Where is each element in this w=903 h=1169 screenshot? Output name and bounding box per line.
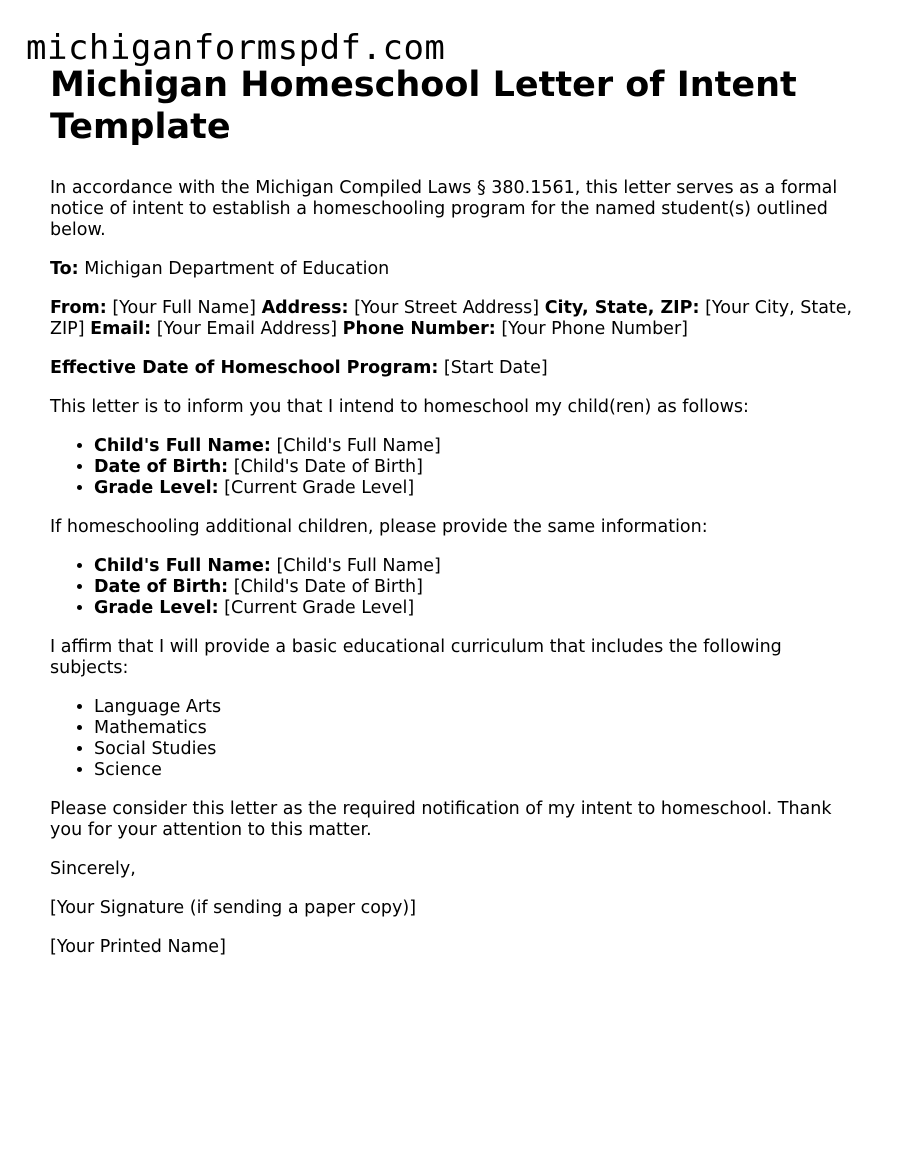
site-watermark: michiganformspdf.com [26, 28, 446, 68]
child-name-value: [Child's Full Name] [276, 556, 441, 576]
child-name-label: Child's Full Name: [94, 436, 271, 456]
effective-date-label: Effective Date of Homeschool Program: [50, 358, 439, 378]
grade-label: Grade Level: [94, 478, 219, 498]
grade-value: [Current Grade Level] [224, 478, 415, 498]
sincerely-line: Sincerely, [50, 859, 136, 879]
child-info-list [50, 436, 860, 499]
dob-label: Date of Birth: [94, 457, 229, 477]
dob-label: Date of Birth: [94, 577, 229, 597]
address-label: Address: [261, 298, 349, 318]
list-item [94, 436, 860, 457]
list-item [94, 457, 860, 478]
to-label: To: [50, 259, 79, 279]
dob-value: [Child's Date of Birth] [233, 577, 423, 597]
grade-value: [Current Grade Level] [224, 598, 415, 618]
grade-label: Grade Level: [94, 598, 219, 618]
signature-line: [Your Signature (if sending a paper copy)] [50, 898, 417, 918]
subject-item: • Science [94, 760, 860, 781]
inform-paragraph: This letter is to inform you that I intend to homeschool my child(ren) as follows: [50, 397, 749, 417]
address-value: [Your Street Address] [354, 298, 540, 318]
email-value: [Your Email Address] [156, 319, 338, 339]
additional-children-paragraph: If homeschooling additional children, please provide the same information: [50, 517, 708, 537]
child-name-label: Child's Full Name: [94, 556, 271, 576]
subject-item: • Mathematics [94, 718, 860, 739]
subject-item: • Language Arts [94, 697, 860, 718]
list-item [94, 478, 860, 499]
list-item [94, 577, 860, 598]
subject-item: • Social Studies [94, 739, 860, 760]
city-state-zip-label: City, State, ZIP: [544, 298, 700, 318]
phone-label: Phone Number: [342, 319, 496, 339]
to-line [50, 259, 860, 280]
effective-date-value: [Start Date] [443, 358, 548, 378]
dob-value: [Child's Date of Birth] [233, 457, 423, 477]
list-item [94, 556, 860, 577]
printed-name-line: [Your Printed Name] [50, 937, 226, 957]
page-title: Michigan Homeschool Letter of Intent Template [50, 65, 797, 147]
from-label: From: [50, 298, 107, 318]
child-name-value: [Child's Full Name] [276, 436, 441, 456]
from-name-value: [Your Full Name] [112, 298, 257, 318]
email-label: Email: [90, 319, 152, 339]
to-value: Michigan Department of Education [84, 259, 390, 279]
additional-child-info-list [50, 556, 860, 619]
phone-value: [Your Phone Number] [501, 319, 688, 339]
city-state-zip-value: [Your City, State, ZIP] [50, 298, 853, 339]
list-item [94, 598, 860, 619]
closing-paragraph: Please consider this letter as the required notification of my intent to homeschool. Thank you for your attention to this matter. [50, 799, 832, 840]
subjects-list [50, 697, 860, 781]
effective-date-line [50, 358, 860, 379]
affirm-paragraph: I affirm that I will provide a basic educational curriculum that includes the following subjects: [50, 637, 782, 678]
letter-document [50, 64, 860, 976]
from-block [50, 298, 860, 340]
intro-paragraph: In accordance with the Michigan Compiled Laws § 380.1561, this letter serves as a formal notice of intent to establish a homeschooling program for the named student(s) outlined below. [50, 178, 838, 240]
